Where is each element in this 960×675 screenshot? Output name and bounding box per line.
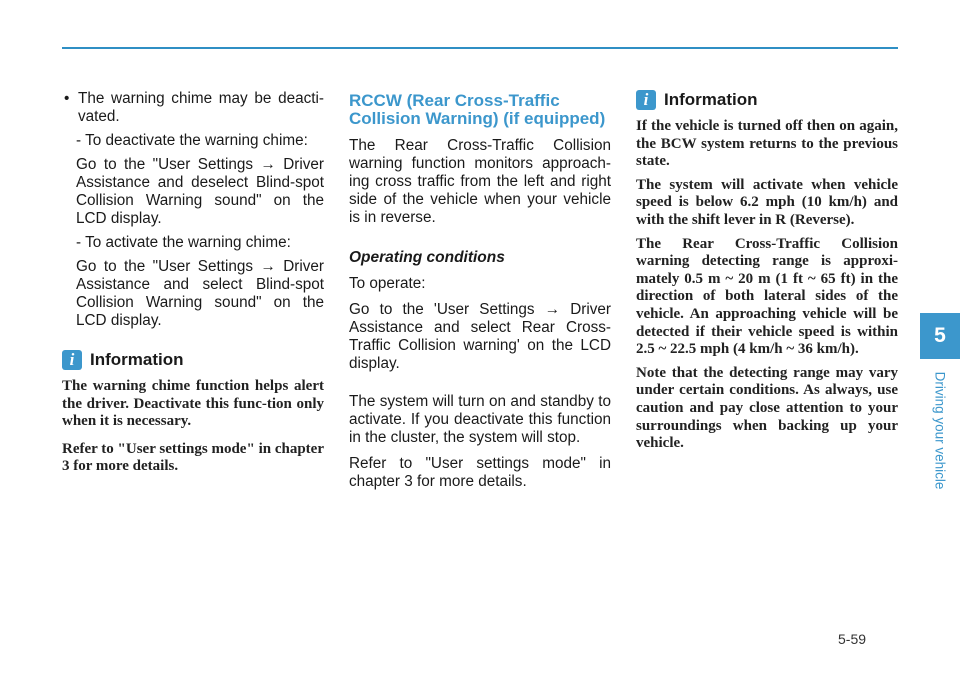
info-paragraph: Note that the detecting range may vary under certain conditions. As always, use caution and pay close attention to your surroundings when backing up your vehicle. (636, 364, 898, 452)
info-paragraph: The warning chime function helps alert the driver. Deactivate this func-tion only when it is necessary. (62, 378, 324, 430)
info-paragraph: The Rear Cross-Traffic Collision warning detecting range is approxi-mately 0.5 m ~ 20 m (1 ft ~ 65 ft) in the direction of both lateral sides of the vehicle. An approaching vehicle will be detected if their vehicle speed is within 2.5 ~ 22.5 mph (4 km/h ~ 36 km/h). (636, 235, 898, 358)
operate-text: Go to the 'User Settings → Driver Assistance and select Rear Cross-Traffic Collision warning' on the LCD display. (349, 301, 611, 372)
info-icon: i (636, 90, 656, 110)
info-paragraph: Refer to "User settings mode" in chapter 3 for more details. (62, 440, 324, 475)
deactivate-intro: - To deactivate the warning chime: (76, 132, 308, 149)
chapter-side-label: Driving your vehicle (932, 371, 948, 489)
activate-intro: - To activate the warning chime: (76, 234, 291, 251)
section-title: RCCW (Rear Cross-Traffic Collision Warning) (if equipped) (349, 91, 606, 128)
info-header (636, 90, 898, 110)
refer-text: Refer to "User settings mode" in chapter 3 for more details. (349, 455, 611, 490)
intro-paragraph: The Rear Cross-Traffic Collision warning function monitors approach-ing cross traffic from the left and right side of the vehicle when your vehicle is in reverse. (349, 137, 611, 226)
info-paragraph: If the vehicle is turned off then on again, the BCW system returns to the previous state. (636, 118, 898, 170)
deactivate-text: Go to the "User Settings → Driver Assistance and deselect Blind-spot Collision Warning sound" on the LCD display. (76, 156, 324, 227)
subheading: Operating conditions (349, 249, 505, 266)
info-title: Information (664, 90, 758, 109)
bullet-dot: • (64, 90, 70, 107)
info-paragraph: The system will activate when vehicle speed is below 6.2 mph (10 km/h) and with the shift lever in R (Reverse). (636, 176, 898, 228)
column-2 (349, 90, 611, 491)
bullet-text: The warning chime may be deacti-vated. (78, 90, 324, 125)
column-1 (62, 90, 324, 476)
header-rule (62, 47, 898, 49)
activate-text: Go to the "User Settings → Driver Assistance and select Blind-spot Collision Warning sound" on the LCD display. (76, 258, 324, 329)
standby-text: The system will turn on and standby to activate. If you deactivate this function in the cluster, the system will stop. (349, 393, 611, 446)
info-icon: i (62, 350, 82, 370)
info-title: Information (90, 350, 184, 369)
page-number: 5-59 (838, 631, 867, 647)
chapter-tab: 5 (920, 313, 960, 359)
bullet-item (62, 90, 324, 126)
info-header (62, 350, 324, 370)
column-3 (636, 90, 898, 453)
operate-label: To operate: (349, 275, 426, 292)
